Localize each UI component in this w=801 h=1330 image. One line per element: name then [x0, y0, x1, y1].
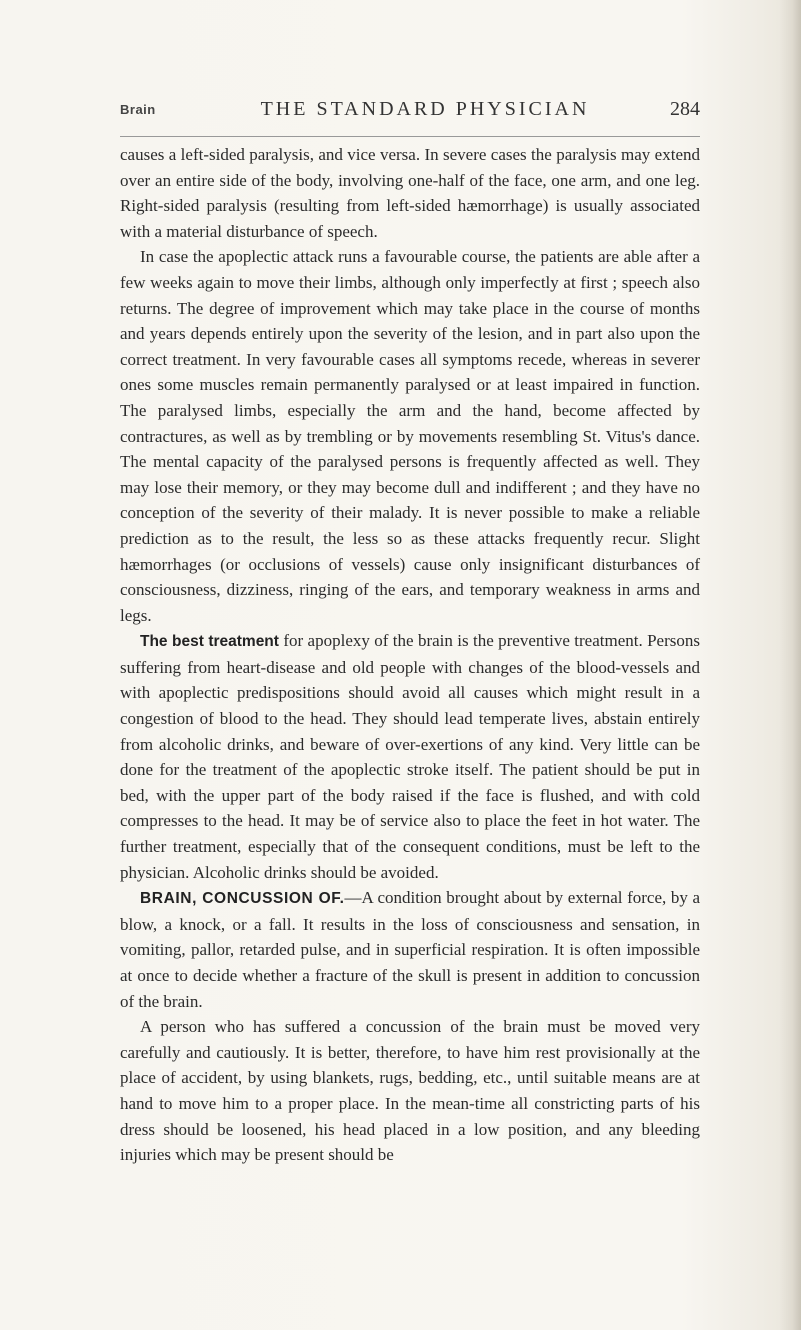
- paragraph-text: for apoplexy of the brain is the preventive treatment. Persons suffering from heart-disease and old people with changes of the blood-vessels and with apoplectic predispositions should avoid all causes which might result in a congestion of blood to the head. They should lead temperate lives, abstain entirely from alcoholic drinks, and beware of over-exertions of any kind. Very little can be done for the treatment of the apoplectic stroke itself. The patient should be put in bed, with the upper part of the body raised if the face is flushed, and with cold compresses to the head. It may be of service also to place the feet in hot water. The further treatment, especially that of the consequent conditions, must be left to the physician. Alcoholic drinks should be avoided.: [120, 631, 700, 882]
- page-edge-shadow: [779, 0, 801, 1330]
- paragraph-text: —A condition brought about by external force, by a blow, a knock, or a fall. It results in the loss of consciousness and sensation, in vomiting, pallor, retarded pulse, and in superficial respiration. It is often impossible at once to decide whether a fracture of the skull is present in addition to concussion of the brain.: [120, 888, 700, 1011]
- header-rule: [120, 136, 700, 137]
- paragraph-treatment: [120, 628, 700, 885]
- lead-in-heading: The best treatment: [140, 633, 279, 651]
- paragraph-text: In case the apoplectic attack runs a favourable course, the patients are able after a few weeks again to move their limbs, although only imperfectly at first ; speech also returns. The degree of improvement which may take place in the course of months and years depends entirely upon the severity of the lesion, and in part also upon the correct treatment. In very favourable cases all symptoms recede, whereas in severer ones some muscles remain permanently paralysed or at least impaired in function. The paralysed limbs, especially the arm and the hand, become affected by contractures, as well as by trembling or by movements resembling St. Vitus's dance. The mental capacity of the paralysed persons is frequently affected as well. They may lose their memory, or they may become dull and indifferent ; and they have no conception of the severity of their malady. It is never possible to make a reliable prediction as to the result, the less so as these attacks frequently recur. Slight hæmorrhages (or occlusions of vessels) cause only insignificant disturbances of consciousness, dizziness, ringing of the ears, and temporary weakness in arms and legs.: [120, 247, 700, 625]
- paragraph-recovery: [120, 244, 700, 628]
- paragraph-text: causes a left-sided paralysis, and vice versa. In severe cases the paralysis may extend over an entire side of the body, involving one-half of the face, one arm, and one leg. Right-sided paralysis (resulting from left-sided hæmorrhage) is usually associated with a material disturbance of speech.: [120, 145, 700, 241]
- entry-headword: BRAIN, CONCUSSION OF.: [140, 890, 345, 908]
- paragraph-continuation: [120, 142, 700, 244]
- page-number: 284: [670, 98, 700, 120]
- paragraph-moving-patient: [120, 1014, 700, 1168]
- body-text: [120, 142, 700, 1168]
- page-header: [120, 98, 700, 130]
- guide-word: Brain: [120, 102, 156, 117]
- entry-brain-concussion: [120, 885, 700, 1014]
- paragraph-text: A person who has suffered a concussion of the brain must be moved very carefully and cautiously. It is better, therefore, to have him rest provisionally at the place of accident, by using blankets, rugs, bedding, etc., until suitable means are at hand to move him to a proper place. In the mean-time all constricting parts of his dress should be loosened, his head placed in a low position, and any bleeding injuries which may be present should be: [120, 1017, 700, 1165]
- running-title: THE STANDARD PHYSICIAN: [260, 98, 590, 120]
